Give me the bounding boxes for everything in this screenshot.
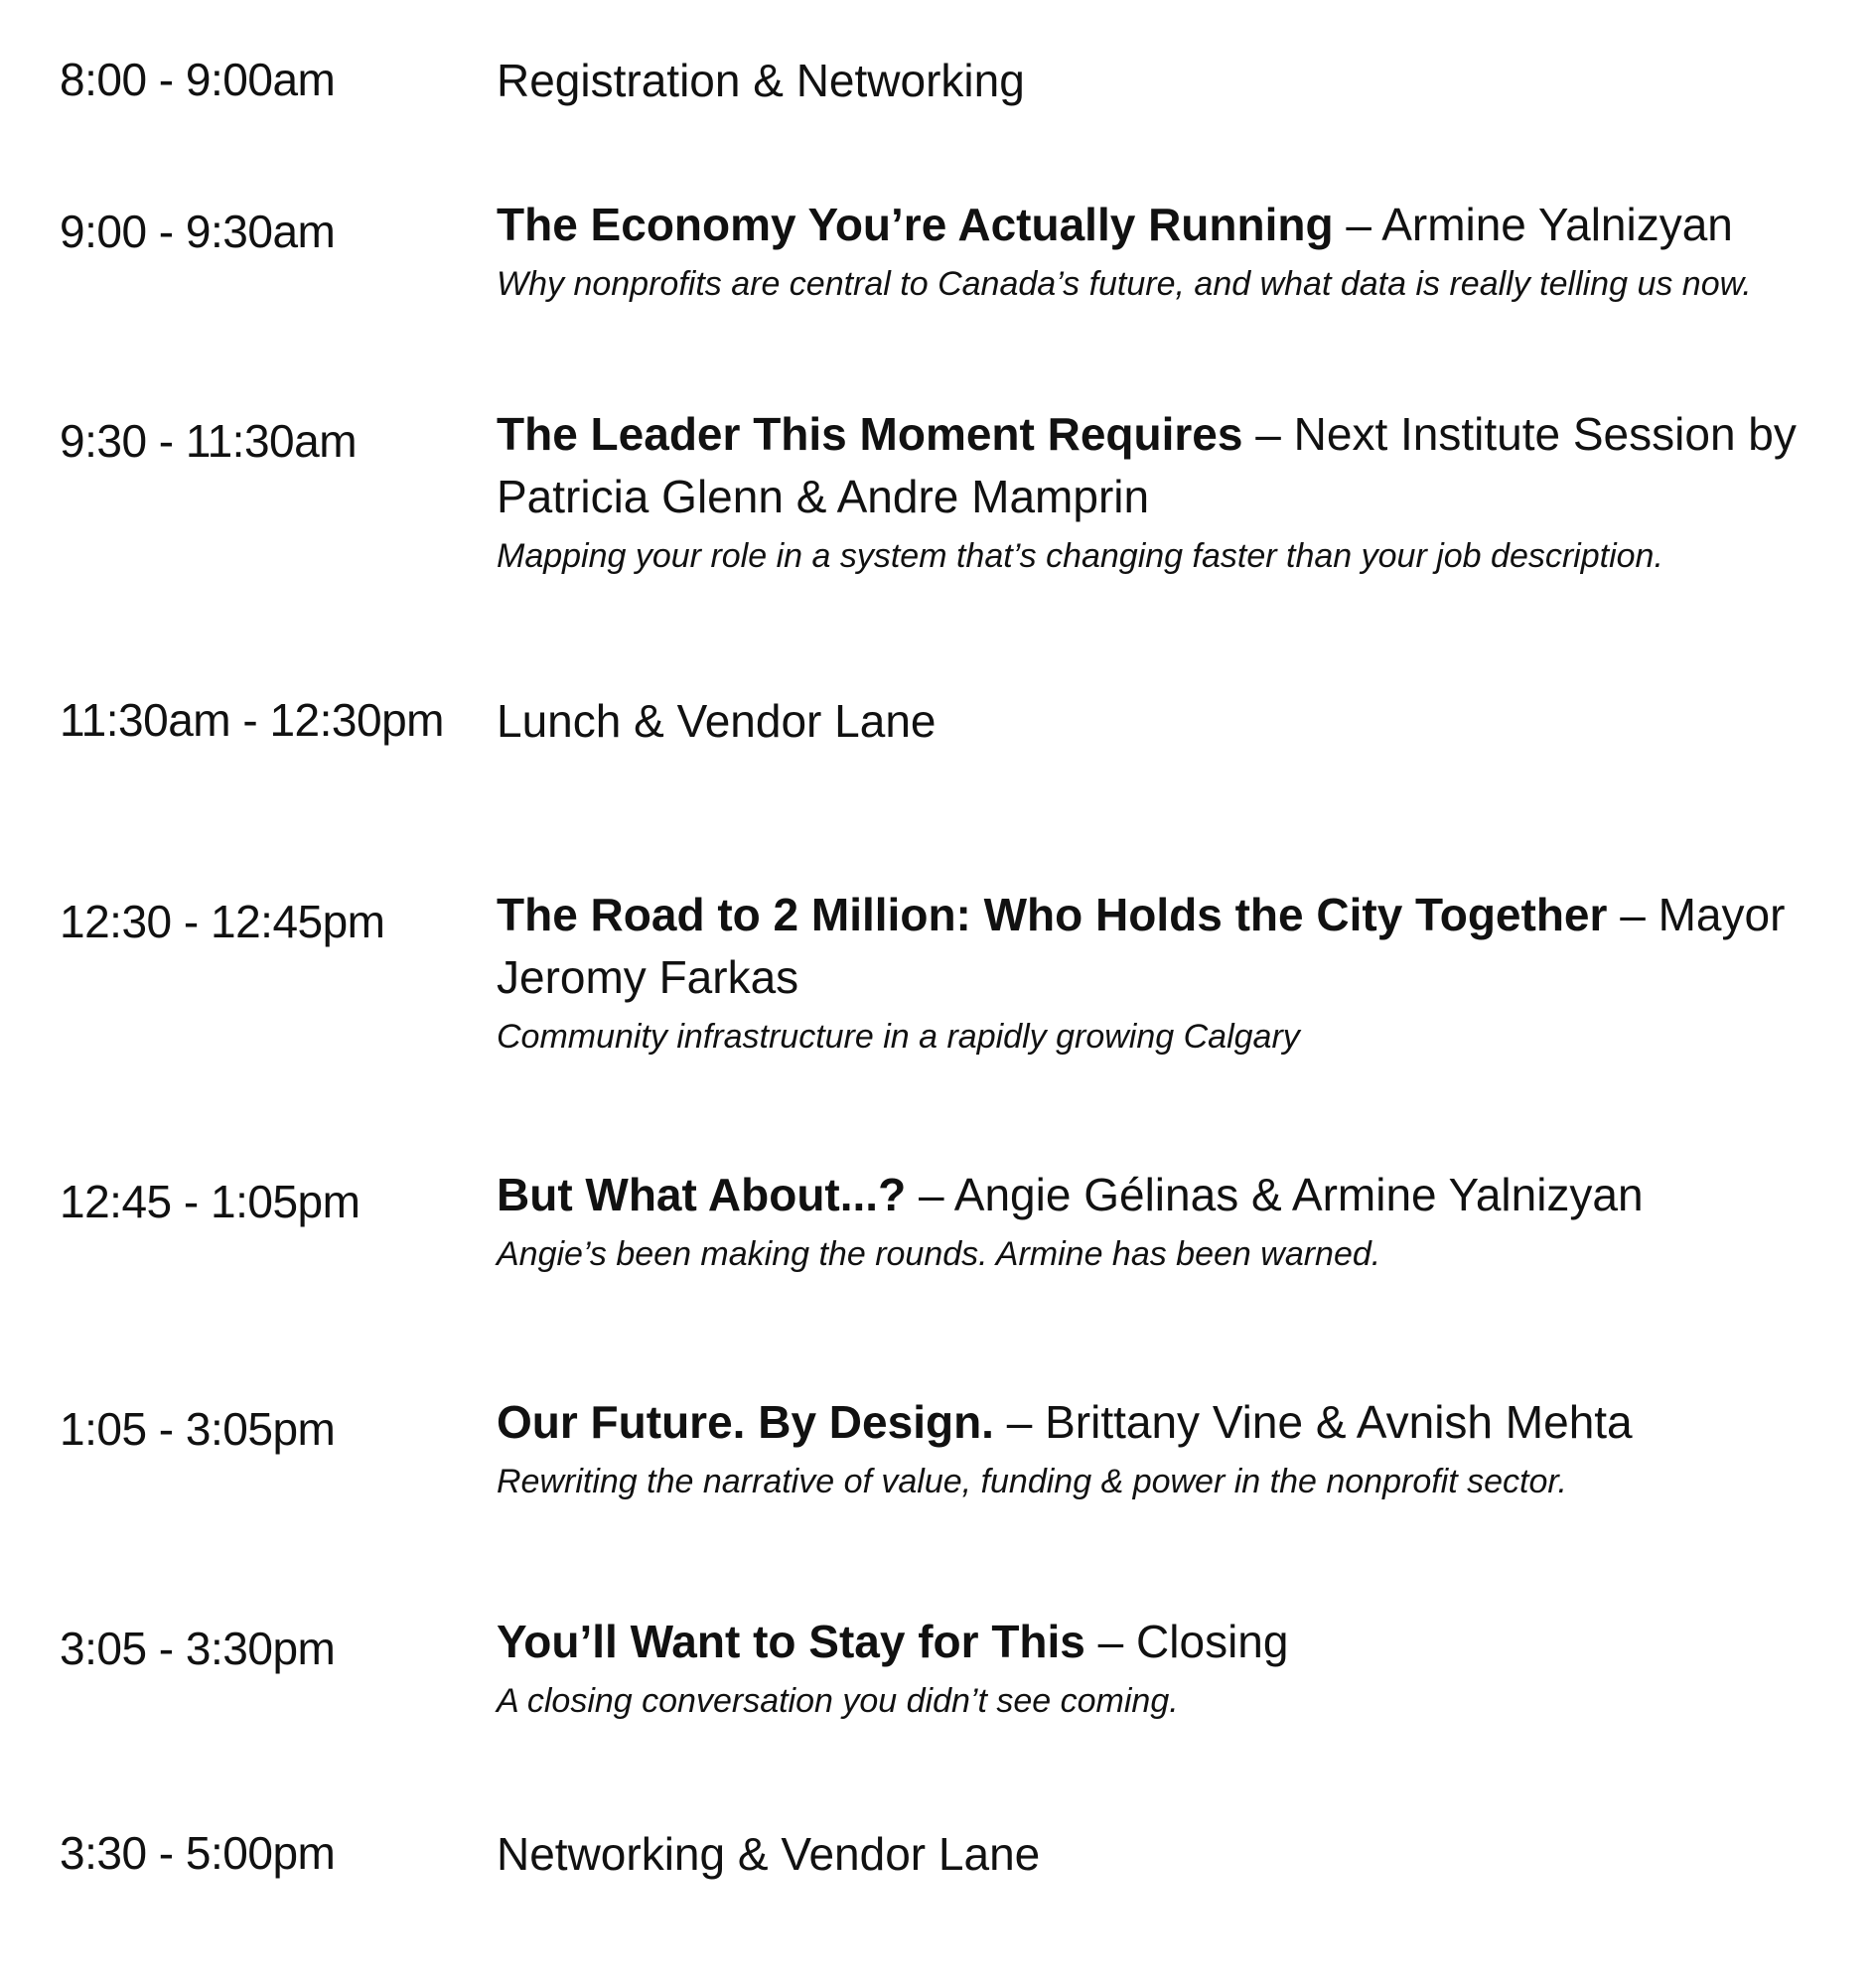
session-headline xyxy=(497,1611,1847,1673)
session-time: 3:05 - 3:30pm xyxy=(60,1623,336,1674)
session-separator: – xyxy=(1607,889,1659,940)
session-description: Rewriting the narrative of value, funding & power in the nonprofit sector. xyxy=(497,1463,1567,1500)
session-headline xyxy=(497,194,1847,256)
session-time: 9:30 - 11:30am xyxy=(60,415,358,467)
session-description: A closing conversation you didn’t see coming. xyxy=(497,1682,1179,1720)
session-content xyxy=(497,50,1847,112)
session-content xyxy=(497,690,1847,753)
session-description: Angie’s been making the rounds. Armine has been warned. xyxy=(497,1235,1381,1273)
session-separator: – xyxy=(1333,199,1382,250)
session-speaker: Next Institute Session by Patricia Glenn & Andre Mamprin xyxy=(497,408,1797,522)
session-headline xyxy=(497,1391,1847,1454)
session-title: The Economy You’re Actually Running xyxy=(497,199,1334,250)
session-content xyxy=(497,1823,1847,1886)
session-time: 1:05 - 3:05pm xyxy=(60,1403,336,1455)
session-description: Community infrastructure in a rapidly growing Calgary xyxy=(497,1018,1300,1056)
session-title: You’ll Want to Stay for This xyxy=(497,1616,1085,1667)
session-time: 9:00 - 9:30am xyxy=(60,206,336,257)
session-speaker: Lunch & Vendor Lane xyxy=(497,695,937,747)
session-speaker: Brittany Vine & Avnish Mehta xyxy=(1045,1396,1633,1448)
session-speaker: Mayor Jeromy Farkas xyxy=(497,889,1786,1003)
session-description: Why nonprofits are central to Canada’s future, and what data is really telling us now. xyxy=(497,265,1752,303)
session-title: The Road to 2 Million: Who Holds the City Together xyxy=(497,889,1608,940)
session-time: 12:30 - 12:45pm xyxy=(60,896,385,947)
session-headline xyxy=(497,884,1847,1009)
session-separator: – xyxy=(1084,1616,1137,1667)
session-headline xyxy=(497,50,1847,112)
session-time: 3:30 - 5:00pm xyxy=(60,1827,336,1879)
session-content xyxy=(497,1164,1847,1276)
session-time: 12:45 - 1:05pm xyxy=(60,1176,361,1227)
session-speaker: Closing xyxy=(1136,1616,1289,1667)
session-speaker: Networking & Vendor Lane xyxy=(497,1828,1041,1880)
session-headline xyxy=(497,1823,1847,1886)
session-headline xyxy=(497,690,1847,753)
session-separator: – xyxy=(993,1396,1046,1448)
session-speaker: Armine Yalnizyan xyxy=(1381,199,1733,250)
session-content xyxy=(497,884,1847,1059)
session-separator: – xyxy=(906,1169,954,1220)
session-title: Our Future. By Design. xyxy=(497,1396,994,1448)
session-content xyxy=(497,194,1847,306)
session-headline xyxy=(497,1164,1847,1226)
session-time: 11:30am - 12:30pm xyxy=(60,694,444,746)
session-headline xyxy=(497,403,1847,528)
session-content xyxy=(497,1611,1847,1723)
session-title: The Leader This Moment Requires xyxy=(497,408,1243,460)
session-separator: – xyxy=(1242,408,1294,460)
session-title: But What About...? xyxy=(497,1169,907,1220)
session-content xyxy=(497,403,1847,578)
session-time: 8:00 - 9:00am xyxy=(60,54,336,105)
session-description: Mapping your role in a system that’s changing faster than your job description. xyxy=(497,537,1663,575)
session-speaker: Registration & Networking xyxy=(497,55,1025,106)
session-speaker: Angie Gélinas & Armine Yalnizyan xyxy=(953,1169,1644,1220)
session-content xyxy=(497,1391,1847,1503)
